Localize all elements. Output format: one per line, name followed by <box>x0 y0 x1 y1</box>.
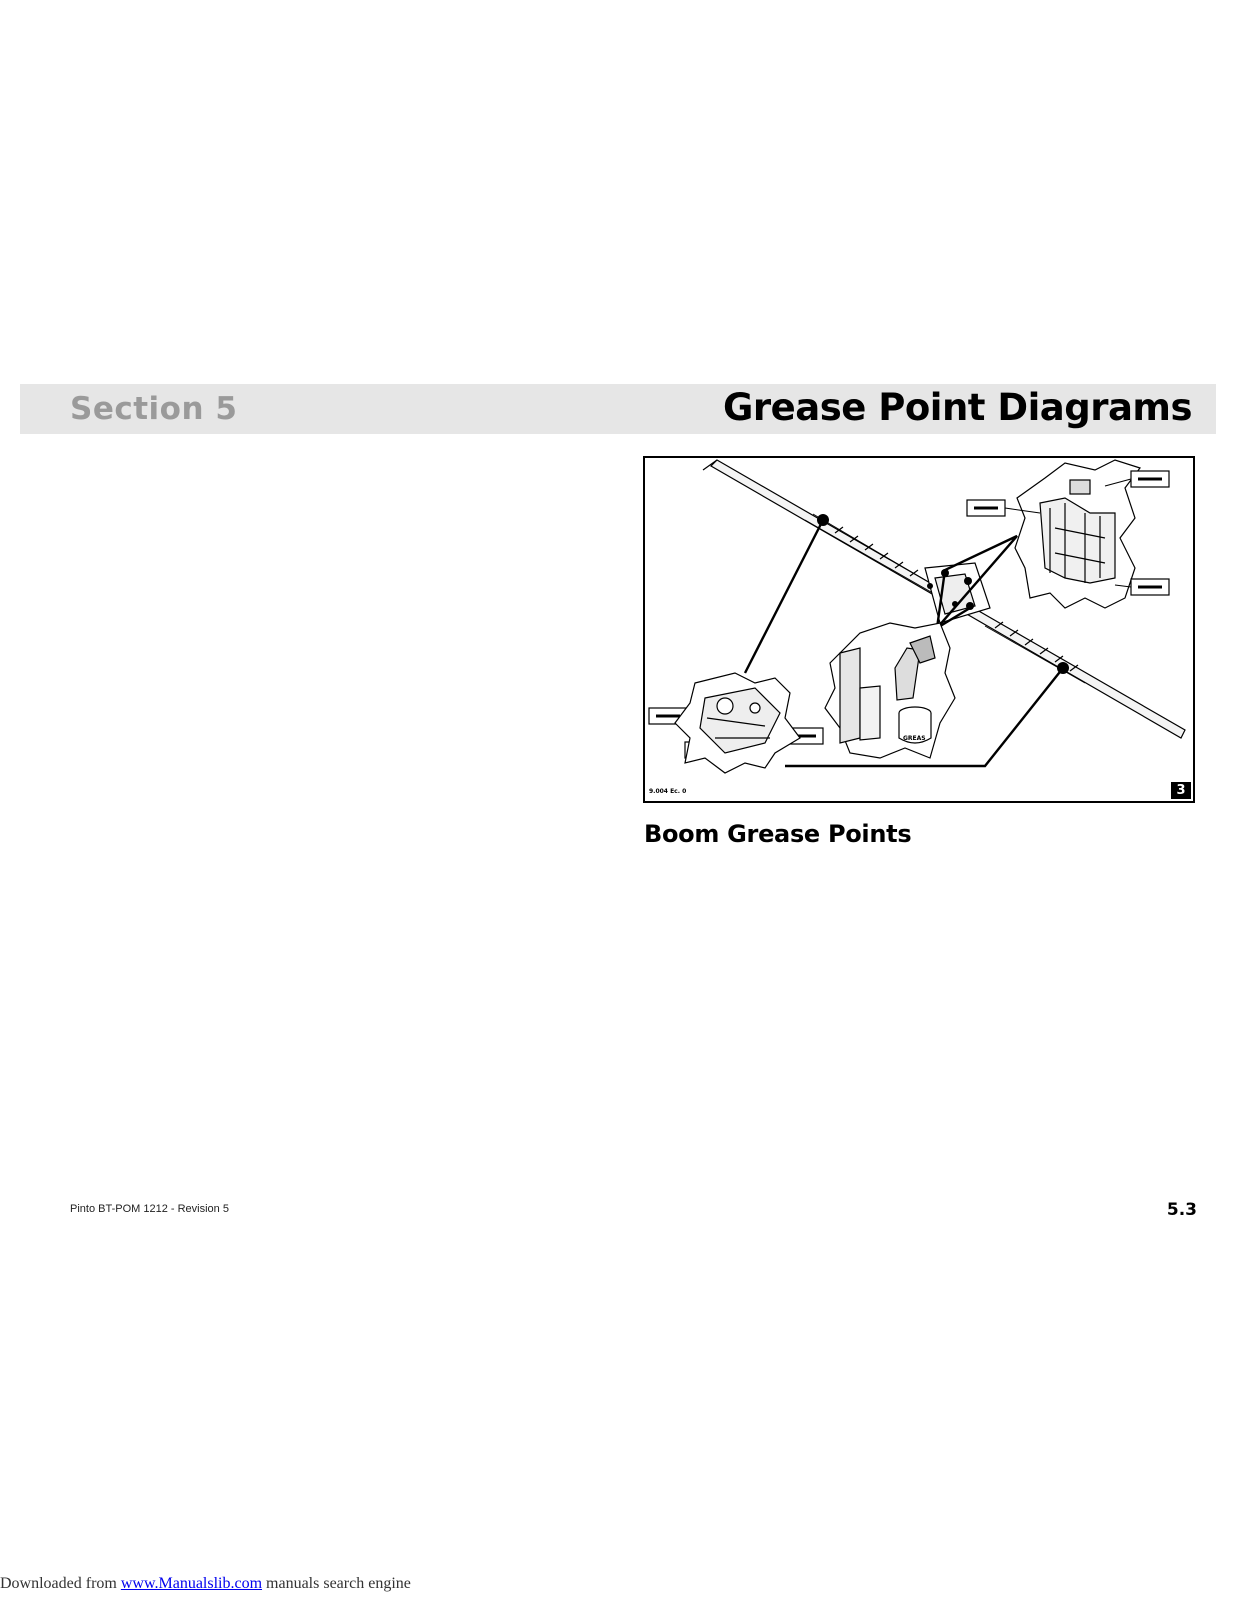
watermark-suffix: manuals search engine <box>262 1575 411 1592</box>
diagram-illustration <box>645 458 1195 803</box>
figure-caption: Boom Grease Points <box>644 820 912 848</box>
boom-grease-diagram <box>643 456 1195 803</box>
page-number: 5.3 <box>1166 1200 1197 1220</box>
figure-number-badge: 3 <box>1171 782 1191 799</box>
page-title: Grease Point Diagrams <box>723 386 1192 429</box>
manualslib-link[interactable]: www.Manualslib.com <box>120 1575 263 1592</box>
section-header <box>20 384 1216 434</box>
figure-ref-code: 9.004 Ec. 0 <box>649 788 687 795</box>
footer-document-id: Pinto BT-POM 1212 - Revision 5 <box>70 1203 229 1215</box>
grease-bucket-label: GREAS <box>903 735 926 742</box>
watermark-prefix: Downloaded from <box>0 1575 121 1592</box>
download-watermark <box>0 1575 411 1593</box>
section-label: Section 5 <box>70 391 238 427</box>
